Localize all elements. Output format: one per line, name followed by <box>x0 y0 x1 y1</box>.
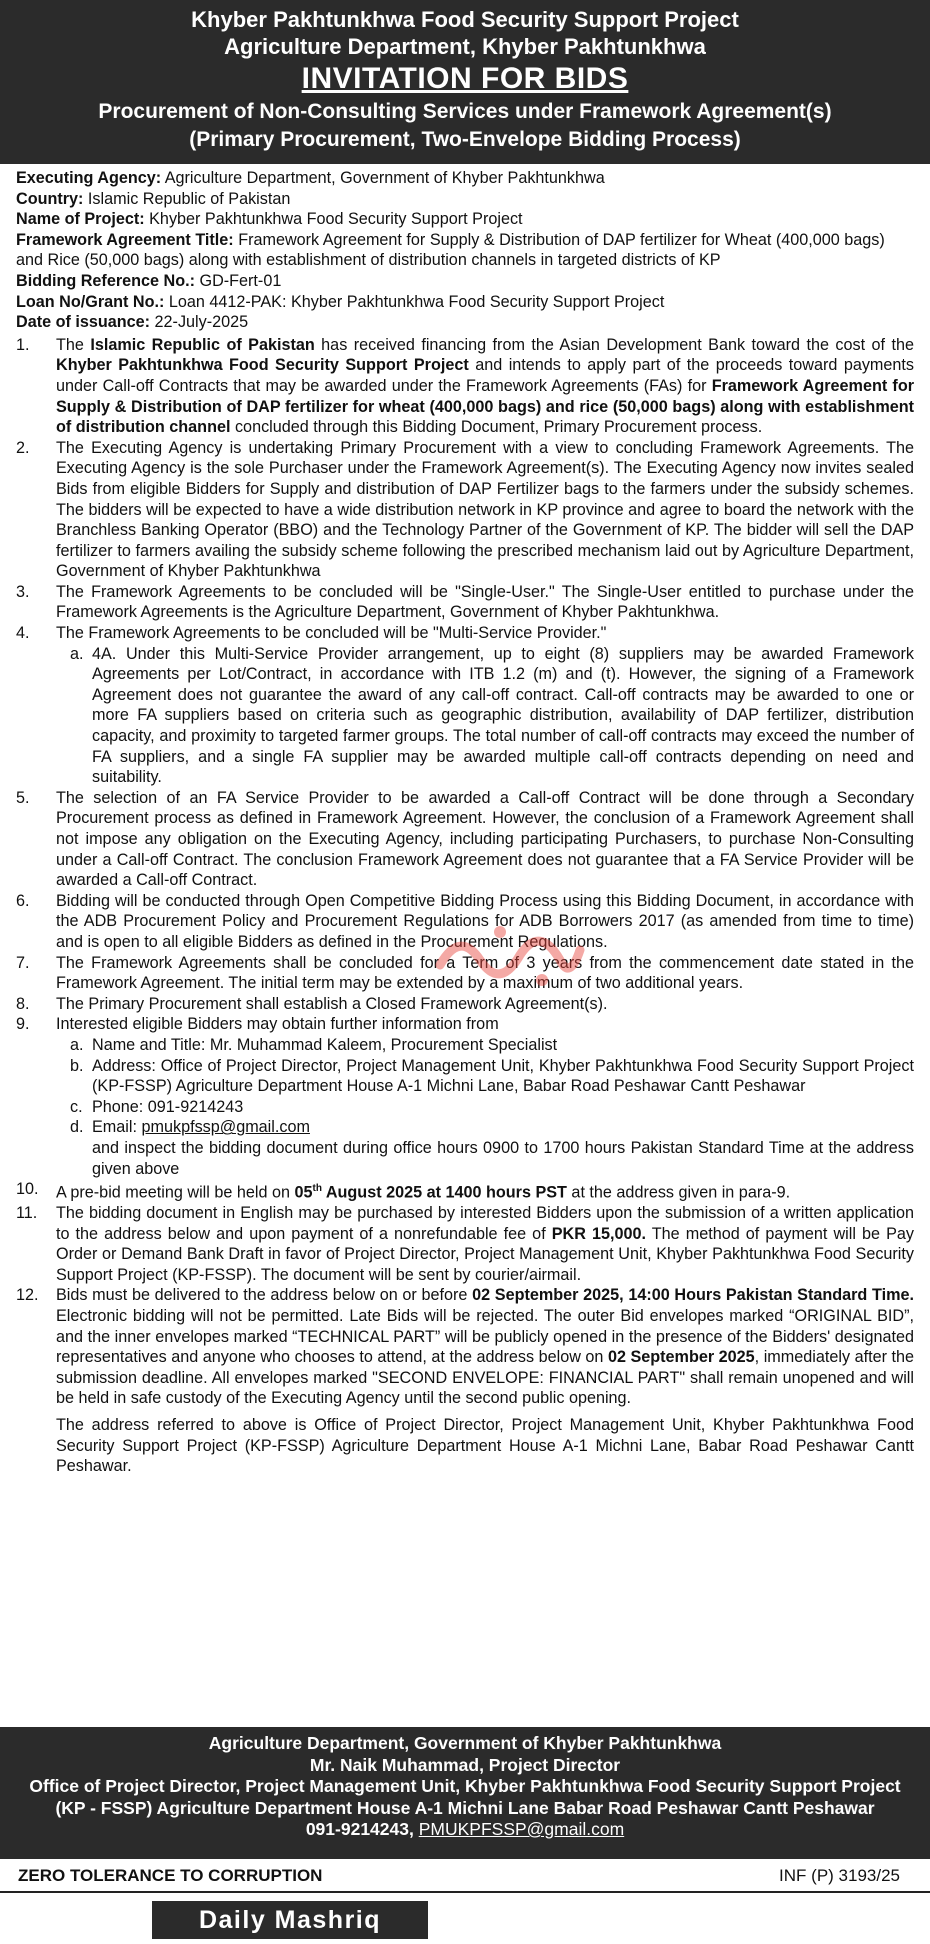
meta-loan <box>16 292 914 313</box>
clause-text: concluded through this Bidding Document, Primary Procurement process. <box>230 418 763 437</box>
divider <box>0 1891 930 1893</box>
meta-executing-agency <box>16 168 914 189</box>
sub-item-9b <box>56 1056 914 1097</box>
clause-list <box>16 335 914 1409</box>
sub-text: 4A. Under this Multi-Service Provider arrangement, up to eight (8) suppliers may be awarded Framework Agreements per Lot/Contract, in accordance with ITB 1.2 (m) and (t). However, the signing of a Framework Agreement does not guarantee the award of any call-off contract. Call-off contracts may be awarded to one or more FA suppliers based on criteria such as geographic distribution, availability of DAP fertilizer, distribution capacity, and proximity to targeted farmer groups. The total number of call-off contracts may exceed the number of FA suppliers, and a single FA supplier may be awarded multiple call-off contracts depending on need and suitability. <box>92 644 914 787</box>
footer-director: Mr. Naik Muhammad, Project Director <box>309 1754 621 1775</box>
watermark-dot <box>536 974 548 986</box>
sub-number: c. <box>70 1097 83 1116</box>
meta-bid-ref <box>16 271 914 292</box>
meta-label: Bidding Reference No.: <box>16 271 195 290</box>
clause-9 <box>16 1014 914 1179</box>
clause-number: 2. <box>16 438 30 457</box>
sub-item-9c <box>56 1097 914 1118</box>
clause-text: The selection of an FA Service Provider to be awarded a Call-off Contract will be done through a Secondary Procurement process as defined in Framework Agreement. However, the conclusion of a Framework Agreement shall not impose any obligation on the Executing Agency, including participating Purchasers, to purchase Non-Consulting under a Call-off Contract. The conclusion Framework Agreement does not guarantee that a FA Service Provider will be awarded a Call-off Contract. <box>56 788 914 890</box>
footer-banner <box>0 1727 930 1859</box>
clause-2 <box>16 438 914 582</box>
sub-list <box>56 1035 914 1138</box>
clause-text: The Executing Agency is undertaking Primary Procurement with a view to concluding Framework Agreements. The Executing Agency is the sole Purchaser under the Framework Agreement(s). The Executing Agency now invites sealed Bids from eligible Bidders for Supply and distribution of DAP Fertilizer bags to the farmers under the subsidy schemes. The bidders will be expected to have a wide distribution network in KP province and agree to board the network with the Branchless Banking Operator (BBO) and the Technology Partner of the Government of KP. The bidder will sell the DAP fertilizer to farmers availing the subsidy scheme following the prescribed mechanism laid out by Agriculture Department, Government of Khyber Pakhtunkhwa <box>56 438 914 581</box>
sub-number: a. <box>70 644 84 663</box>
clause-number: 12. <box>16 1286 39 1305</box>
bottom-strip <box>0 1860 930 1892</box>
clause-continuation: and inspect the bidding document during office hours 0900 to 1700 hours Pakistan Standard Time at the address given above <box>92 1138 914 1178</box>
header-process: (Primary Procurement, Two-Envelope Bidding Process) <box>189 128 741 151</box>
meta-fa-title <box>16 230 914 271</box>
header-project-name: Khyber Pakhtunkhwa Food Security Support Project <box>191 7 739 32</box>
page-title: INVITATION FOR BIDS <box>301 62 629 95</box>
sub-number: a. <box>70 1035 84 1054</box>
clause-bold: Framework Agreement for Supply & Distribution of DAP fertilizer for wheat (400,000 bags) and rice (50,000 bags) along with establishment of distribution channel <box>56 376 915 437</box>
clause-4 <box>16 623 914 788</box>
meta-label: Loan No/Grant No.: <box>16 292 165 311</box>
footer-address: (KP - FSSP) Agriculture Department House A-1 Michni Lane Babar Road Peshawar Cantt Peshawar <box>55 1797 875 1818</box>
clause-text: The Framework Agreements to be concluded will be "Single-User." The Single-User entitled to purchase under the Framework Agreements is the Agriculture Department, Government of Khyber Pakhtunkhwa. <box>56 582 914 622</box>
meta-label: Name of Project: <box>16 210 145 229</box>
clause-text: The Primary Procurement shall establish a Closed Framework Agreement(s). <box>56 994 608 1013</box>
clause-bold: 02 September 2025, 14:00 Hours Pakistan Standard Time. <box>472 1286 915 1305</box>
sub-text: Address: Office of Project Director, Project Management Unit, Khyber Pakhtunkhwa Food Security Support Project (KP-FSSP) Agriculture Department House A-1 Michni Lane, Babar Road Peshawar Cantt Peshawar <box>92 1056 914 1096</box>
clause-number: 10. <box>16 1180 39 1199</box>
newspaper-logo-watermark <box>430 910 590 1000</box>
clause-bold: 05 <box>294 1183 313 1202</box>
clause-text: , immediately after the submission deadline. All envelopes marked "SECOND ENVELOPE: FINANCIAL PART" shall remain unopened and will be held in safe custody of the Executing Agency until the second public opening. <box>56 1348 914 1408</box>
sub-item-9a <box>56 1035 914 1056</box>
sub-item-4a <box>56 644 914 788</box>
clause-sup: th <box>312 1183 322 1195</box>
meta-value: Islamic Republic of Pakistan <box>83 189 291 208</box>
clause-11 <box>16 1203 914 1285</box>
clause-text: at the address given in para-9. <box>566 1183 791 1202</box>
clause-bold: August 2025 at 1400 hours PST <box>321 1183 567 1202</box>
meta-value: Khyber Pakhtunkhwa Food Security Support Project <box>144 210 523 229</box>
watermark-stroke <box>440 941 580 974</box>
clause-text: Bids must be delivered to the address below on or before <box>56 1286 473 1305</box>
sub-text: Name and Title: Mr. Muhammad Kaleem, Procurement Specialist <box>92 1035 558 1054</box>
meta-label: Date of issuance: <box>16 313 151 332</box>
clause-number: 9. <box>16 1015 30 1034</box>
header-department: Agriculture Department, Khyber Pakhtunkhwa <box>224 34 706 59</box>
meta-label: Framework Agreement Title: <box>16 230 234 249</box>
meta-value: 22-July-2025 <box>150 313 249 332</box>
clause-number: 4. <box>16 624 30 643</box>
clause-5 <box>16 788 914 891</box>
meta-country <box>16 189 914 210</box>
clause-bold: 02 September 2025 <box>607 1348 755 1367</box>
newspaper-name: Daily Mashriq <box>152 1901 428 1939</box>
meta-label: Country: <box>16 189 84 208</box>
meta-block <box>16 168 914 333</box>
clause-number: 3. <box>16 582 30 601</box>
clause-text: Electronic bidding will not be permitted. Late Bids will be rejected. The outer Bid envelopes marked “ORIGINAL BID”, and the inner envelopes marked “TECHNICAL PART” will be publicly opened in the presence of the Bidders' designated representatives and anyone who chooses to attend, at the address below on <box>56 1307 914 1367</box>
header-subtitle: Procurement of Non-Consulting Services under Framework Agreement(s) <box>98 100 832 123</box>
inf-number: INF (P) 3193/25 <box>779 1866 900 1885</box>
meta-date <box>16 312 914 333</box>
clause-3 <box>16 582 914 623</box>
clause-bold: PKR 15,000. <box>551 1224 646 1243</box>
meta-value: Agriculture Department, Government of Khyber Pakhtunkhwa <box>161 169 605 187</box>
sub-number: d. <box>70 1118 84 1137</box>
notice-body <box>16 168 914 1477</box>
sub-text: Phone: 091-9214243 <box>92 1097 244 1116</box>
clause-text: and intends to apply part of the proceeds toward payments under Call-off Contracts that may be awarded under the Framework Agreements (FAs) for <box>56 356 915 395</box>
clause-1 <box>16 335 914 438</box>
clause-10 <box>16 1179 914 1203</box>
clause-text: The <box>56 335 91 354</box>
clause-text: The bidding document in English may be purchased by interested Bidders upon the submission of a written application to the address below and upon payment of a nonrefundable fee of <box>56 1204 914 1243</box>
footer-office: Office of Project Director, Project Management Unit, Khyber Pakhtunkhwa Food Security Support Project <box>29 1776 901 1796</box>
clause-text: The method of payment will be Pay Order or Demand Bank Draft in favor of Project Director, Project Management Unit, Khyber Pakhtunkhwa Food Security Support Project (KP-FSSP). The document will be sent by courier/airmail. <box>56 1224 914 1284</box>
footer-phone: 091-9214243, <box>305 1819 419 1839</box>
clause-number: 8. <box>16 994 30 1013</box>
meta-value: GD-Fert-01 <box>194 271 282 290</box>
clause-text: Interested eligible Bidders may obtain further information from <box>56 1015 499 1034</box>
header-banner <box>0 0 930 164</box>
clause-12 <box>16 1285 914 1409</box>
clause-number: 7. <box>16 953 30 972</box>
address-note: The address referred to above is Office of Project Director, Project Management Unit, Khyber Pakhtunkhwa Food Security Support Project (KP-FSSP) Agriculture Department House A-1 Michni Lane, Babar Road Peshawar Cantt Peshawar. <box>56 1416 914 1476</box>
clause-text: has received financing from the Asian Development Bank toward the cost of the <box>314 335 914 354</box>
email-link[interactable]: pmukpfssp@gmail.com <box>141 1118 310 1137</box>
clause-text: The Framework Agreements shall be concluded for a Term of 3 years from the commencement date stated in the Framework Agreement. The initial term may be extended by a maximum of two additional years. <box>56 953 914 993</box>
meta-label: Executing Agency: <box>16 169 162 187</box>
meta-project <box>16 209 914 230</box>
clause-number: 5. <box>16 788 30 807</box>
footer-email-link[interactable]: PMUKPFSSP@gmail.com <box>418 1819 625 1839</box>
clause-number: 1. <box>16 335 30 354</box>
watermark-dot <box>494 926 506 938</box>
clause-number: 6. <box>16 891 30 910</box>
clause-text: Bidding will be conducted through Open Competitive Bidding Process using this Bidding Document, in accordance with the ADB Procurement Policy and Procurement Regulations for ADB Borrowers 2017 (as amended from time to time) and is open to all eligible Bidders as defined in the Procurement Regulations. <box>56 891 914 951</box>
footer-contact <box>0 1819 930 1841</box>
sub-item-9d <box>56 1117 914 1138</box>
sub-number: b. <box>70 1056 84 1075</box>
sub-list <box>56 644 914 788</box>
clause-bold: Khyber Pakhtunkhwa Food Security Support Project <box>56 356 469 375</box>
clause-text: A pre-bid meeting will be held on <box>56 1183 295 1202</box>
meta-value: Loan 4412-PAK: Khyber Pakhtunkhwa Food Security Support Project <box>164 292 665 311</box>
clause-bold: Islamic Republic of Pakistan <box>90 335 315 354</box>
footer-department: Agriculture Department, Government of Khyber Pakhtunkhwa <box>208 1733 722 1753</box>
slogan: ZERO TOLERANCE TO CORRUPTION <box>18 1866 323 1885</box>
sub-text: Email: <box>92 1118 142 1137</box>
clause-number: 11. <box>16 1204 38 1223</box>
meta-value: Framework Agreement for Supply & Distribution of DAP fertilizer for Wheat (400,000 bags) and Rice (50,000 bags) along with establishment of distribution channels in targeted districts of KP <box>16 230 885 270</box>
clause-text: The Framework Agreements to be concluded will be "Multi-Service Provider." <box>56 624 607 643</box>
